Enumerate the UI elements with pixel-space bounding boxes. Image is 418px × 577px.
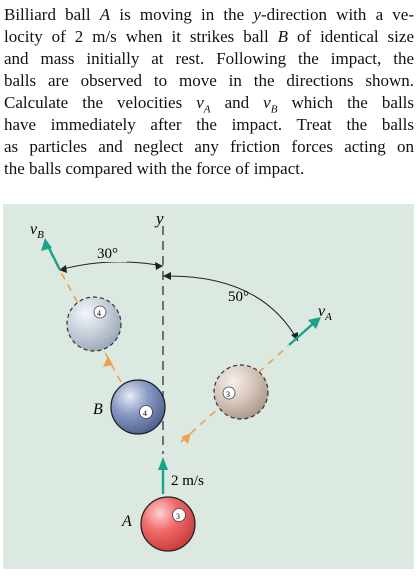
ball-B-label: B <box>93 401 103 418</box>
ball-B-number: 4 <box>143 409 147 418</box>
text-line-3: and mass initially at rest. Following the impact, the <box>4 49 414 68</box>
ball-A-label: A <box>122 513 132 530</box>
text-line-6: have immediately after the impact. Treat the balls <box>4 115 414 134</box>
ball-A-after <box>214 365 268 419</box>
angle-50-label: 50° <box>228 289 249 305</box>
ball-A-after-number: 3 <box>226 390 230 399</box>
angle-30-label: 30° <box>97 246 118 262</box>
figure-svg <box>3 204 414 569</box>
ball-A-number: 3 <box>176 512 180 521</box>
ball-B-after <box>67 297 121 351</box>
y-axis-label: y <box>156 209 164 228</box>
problem-statement <box>4 4 414 180</box>
text-line-4: balls are observed to move in the directions shown. <box>4 71 414 90</box>
figure-background <box>3 204 414 569</box>
ball-B-after-number: 4 <box>97 309 101 318</box>
text-line-1: Billiard ball A is moving in the y-direction with a ve- <box>4 5 414 24</box>
text-line-7: as particles and neglect any friction forces acting on <box>4 137 414 156</box>
ball-A <box>141 497 195 551</box>
text-line-5: Calculate the velocities $v_A$ and $v_B$ which the balls <box>4 93 415 116</box>
text-line-8: the balls compared with the force of impact. <box>4 159 305 178</box>
text-line-2: locity of 2 m/s when it strikes ball B of identical size <box>4 27 414 46</box>
vB-label: $v_B$ <box>30 221 44 241</box>
speed-label: 2 m/s <box>171 473 204 489</box>
vA-label: $v_A$ <box>318 303 332 323</box>
billiard-figure <box>3 204 414 569</box>
ball-B <box>111 380 165 434</box>
